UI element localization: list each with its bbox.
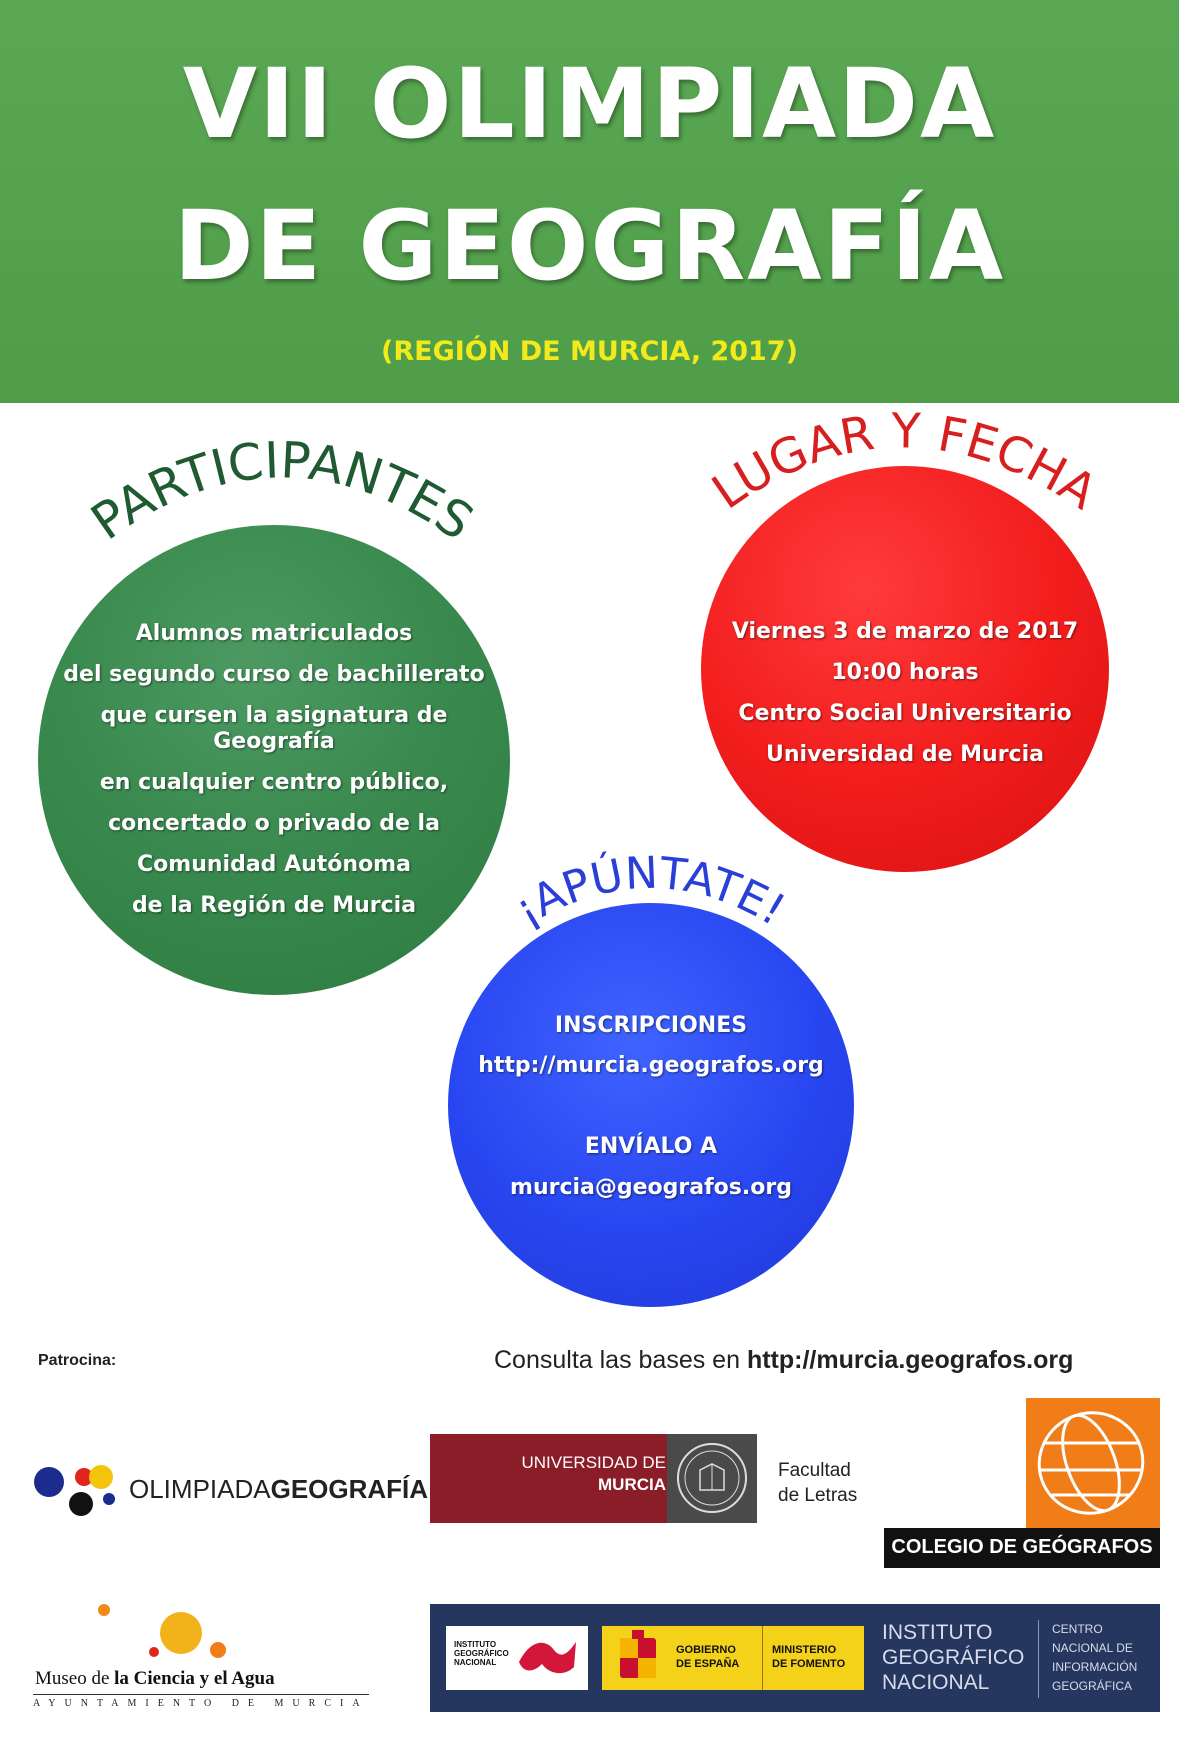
ign-small-2: GEOGRÁFICO: [454, 1649, 509, 1658]
olimpiada-logo: [33, 1460, 429, 1520]
participantes-line: que cursen la asignatura de: [100, 703, 448, 728]
gobierno-text: [676, 1643, 739, 1671]
ign-small-logo: [446, 1626, 588, 1690]
cnig-line4: GEOGRÁFICA: [1052, 1679, 1133, 1693]
ign-line3: NACIONAL: [882, 1671, 990, 1694]
patrocina-label: Patrocina:: [38, 1352, 117, 1369]
cnig-line1: CENTRO: [1052, 1622, 1103, 1636]
svg-text:PARTICIPANTES: PARTICIPANTES: [80, 431, 484, 552]
colegio-label-box: [884, 1528, 1160, 1568]
header-banner: [0, 0, 1179, 403]
apuntate-circle: [448, 903, 854, 1307]
dots-icon: [33, 1460, 119, 1516]
lugar-circle: [701, 466, 1109, 872]
museo-logo: [33, 1598, 373, 1718]
consulta-prefix: Consulta las bases en: [494, 1346, 747, 1374]
ign-brush-icon: [514, 1632, 584, 1682]
olimpiada-bold: GEOGRAFÍA: [270, 1474, 429, 1504]
um-logo: [430, 1434, 757, 1523]
title-line-2: DE GEOGRAFÍA: [173, 190, 1006, 302]
participantes-circle: [38, 525, 510, 995]
cnig-line3: INFORMACIÓN: [1052, 1660, 1138, 1674]
participantes-line: en cualquier centro público,: [99, 770, 449, 795]
olimpiada-light: OLIMPIADA: [129, 1474, 271, 1504]
ministerio-text: [772, 1643, 845, 1671]
um-line2: MURCIA: [598, 1475, 666, 1494]
university-seal-icon: [667, 1434, 757, 1523]
consulta-url[interactable]: http://murcia.geografos.org: [746, 1346, 1074, 1374]
participantes-line: de la Región de Murcia: [131, 893, 417, 918]
um-text: [430, 1452, 666, 1496]
facultad-line1: Facultad: [778, 1460, 851, 1481]
lugar-line: Centro Social Universitario: [738, 701, 1072, 726]
gobierno-line2: DE ESPAÑA: [676, 1658, 740, 1670]
ign-divider: [1038, 1620, 1039, 1698]
svg-text:¡APÚNTATE!: ¡APÚNTATE!: [506, 847, 794, 937]
subtitle: (REGIÓN DE MURCIA, 2017): [381, 336, 798, 367]
ign-strip: [430, 1604, 1160, 1712]
museo-sub: AYUNTAMIENTO DE MURCIA: [33, 1694, 369, 1709]
inscripciones-label: INSCRIPCIONES: [554, 1013, 748, 1038]
lugar-line: Viernes 3 de marzo de 2017: [731, 619, 1079, 644]
participantes-line: Alumnos matriculados: [135, 621, 413, 646]
email-link[interactable]: murcia@geografos.org: [510, 1175, 792, 1200]
inscripciones-link[interactable]: http://murcia.geografos.org: [478, 1053, 824, 1078]
lugar-line: 10:00 horas: [831, 660, 979, 685]
envialo-label: ENVÍALO A: [584, 1134, 718, 1159]
ign-small-3: NACIONAL: [454, 1658, 497, 1667]
ign-small-1: INSTITUTO: [454, 1640, 497, 1649]
ministerio-line2: DE FOMENTO: [772, 1658, 846, 1670]
title-line-1: VII OLIMPIADA: [182, 48, 997, 160]
ign-text: [882, 1620, 1024, 1695]
museo-name: [35, 1668, 275, 1690]
facultad-text: [778, 1458, 857, 1508]
gobierno-divider: [762, 1626, 763, 1690]
consulta-text: [494, 1346, 1073, 1375]
svg-text:LUGAR Y FECHA: LUGAR Y FECHA: [702, 403, 1107, 521]
cnig-text: [1052, 1620, 1137, 1696]
cnig-line2: NACIONAL DE: [1052, 1641, 1133, 1655]
spain-shield-icon: [616, 1630, 660, 1686]
um-line1: UNIVERSIDAD DE: [521, 1453, 666, 1472]
facultad-line2: de Letras: [778, 1485, 858, 1506]
museo-bold: la Ciencia y el Agua: [114, 1668, 275, 1689]
ministerio-line1: MINISTERIO: [772, 1644, 837, 1656]
participantes-line: Comunidad Autónoma: [137, 852, 411, 877]
um-seal-box: [667, 1434, 757, 1523]
ign-line1: INSTITUTO: [882, 1621, 993, 1644]
participantes-line: Geografía: [213, 729, 335, 754]
ign-small-text: [454, 1640, 509, 1667]
ign-line2: GEOGRÁFICO: [882, 1646, 1025, 1669]
gobierno-logo: [602, 1626, 864, 1690]
colegio-label: COLEGIO DE GEÓGRAFOS: [891, 1536, 1153, 1558]
olimpiada-wordmark: [129, 1474, 428, 1505]
lugar-line: Universidad de Murcia: [766, 742, 1044, 767]
museo-spheres-icon: [58, 1598, 258, 1668]
gobierno-line1: GOBIERNO: [676, 1644, 736, 1656]
museo-prefix: Museo de: [35, 1668, 115, 1689]
participantes-line: concertado o privado de la: [108, 811, 440, 836]
participantes-line: del segundo curso de bachillerato: [63, 662, 485, 687]
globe-icon: [1026, 1398, 1160, 1528]
